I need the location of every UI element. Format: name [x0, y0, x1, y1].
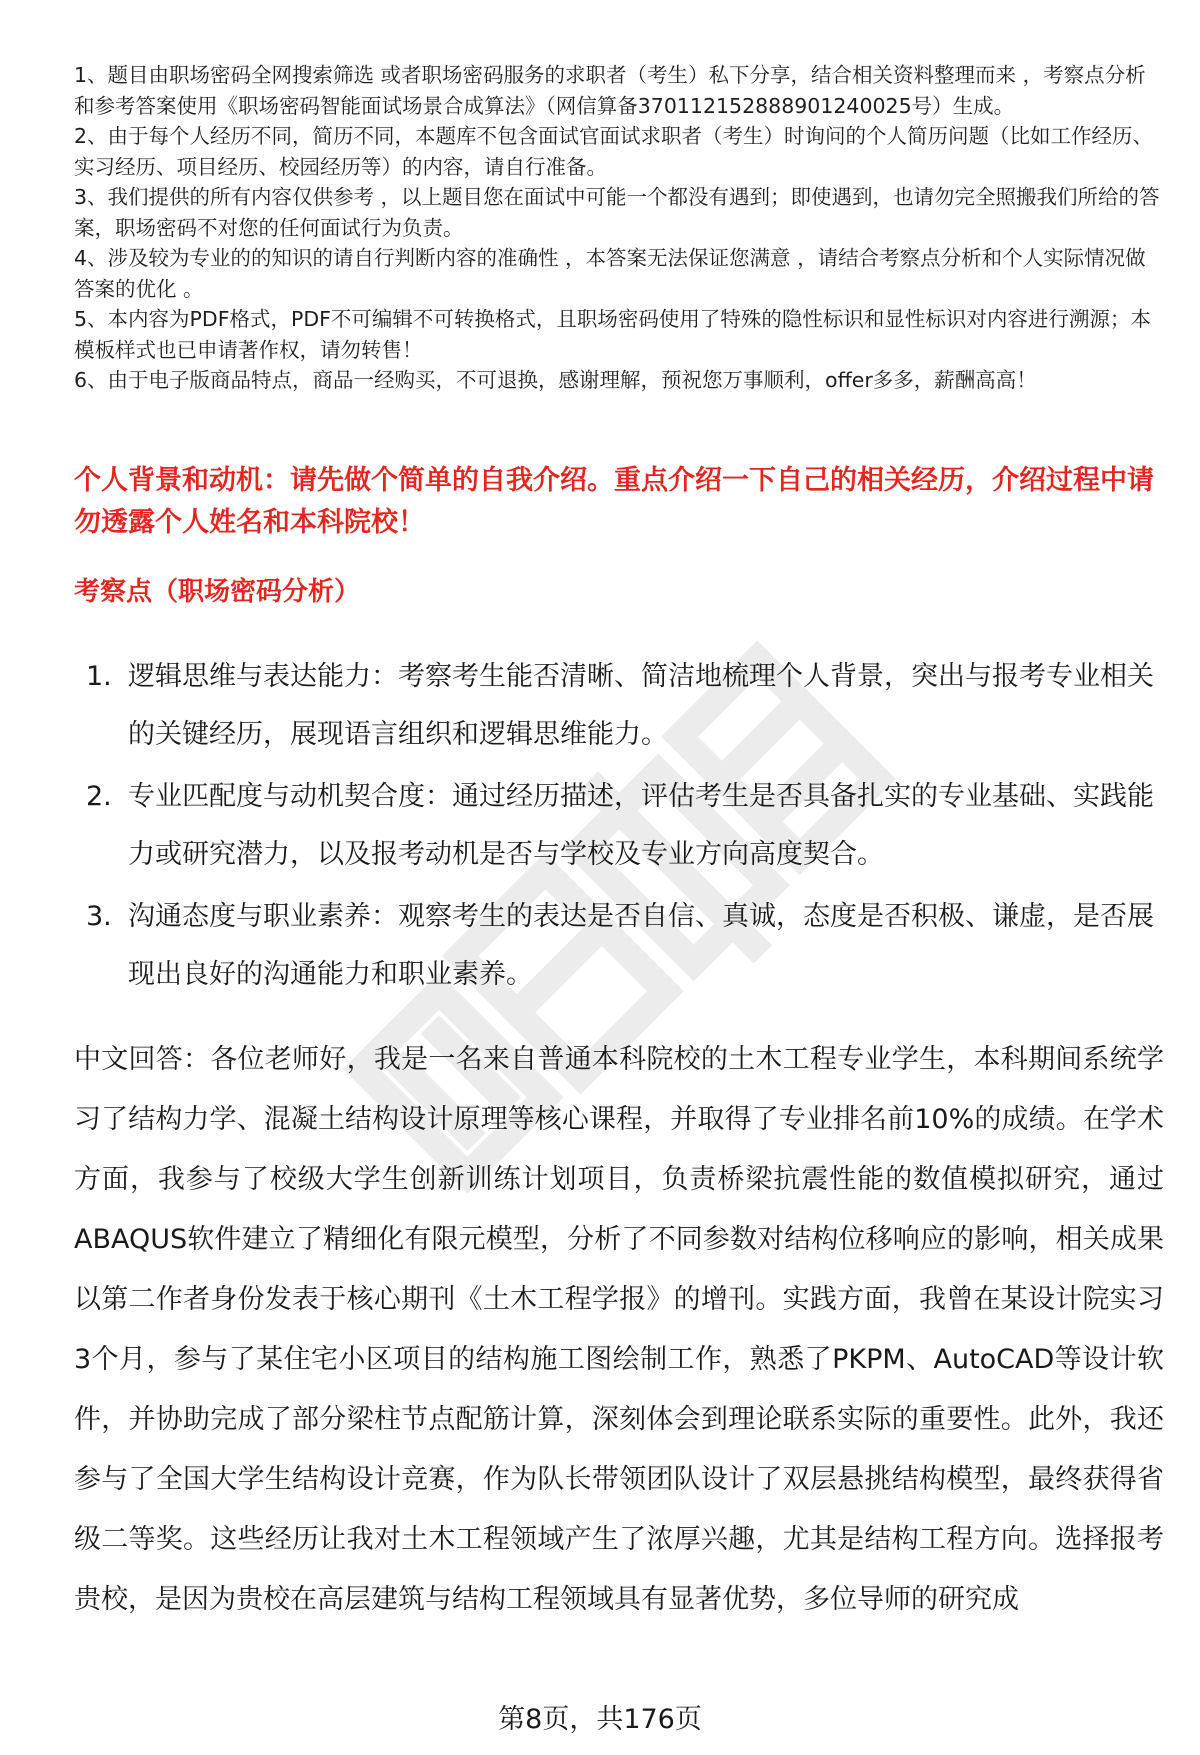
notice-item: 1、题目由职场密码全网搜索筛选 或者职场密码服务的求职者（考生）私下分享，结合相关资料整理而来 ，考察点分析和参考答案使用《职场密码智能面试场景合成算法》（网信算备370112152888901240025号）生成。	[74, 63, 1146, 118]
notice-item: 5、本内容为PDF格式，PDF不可编辑不可转换格式，且职场密码使用了特殊的隐性标识和显性标识对内容进行溯源；本模板样式也已申请著作权，请勿转售！	[74, 307, 1151, 362]
interview-question: 个人背景和动机：请先做个简单的自我介绍。重点介绍一下自己的相关经历，介绍过程中请勿透露个人姓名和本科院校！	[74, 465, 1154, 538]
exam-point-number: 3.	[86, 901, 112, 932]
exam-point-number: 1.	[86, 661, 112, 692]
exam-point-text: 逻辑思维与表达能力：考察考生能否清晰、简洁地梳理个人背景，突出与报考专业相关的关键经历，展现语言组织和逻辑思维能力。	[128, 661, 1154, 750]
exam-point-number: 2.	[86, 781, 112, 812]
exam-point	[74, 888, 1164, 1004]
notice-item: 2、由于每个人经历不同，简历不同，本题库不包含面试官面试求职者（考生）时询问的个人简历问题（比如工作经历、实习经历、项目经历、校园经历等）的内容，请自行准备。	[74, 124, 1154, 179]
notice-item: 3、我们提供的所有内容仅供参考 ，以上题目您在面试中可能一个都没有遇到；即使遇到，也请勿完全照搬我们所给的答案，职场密码不对您的任何面试行为负责。	[74, 185, 1160, 240]
exam-point	[74, 768, 1164, 884]
exam-point	[74, 648, 1164, 764]
page-number: 第8页，共176页	[498, 1704, 702, 1735]
exam-points-heading: 考察点（职场密码分析）	[74, 577, 361, 607]
notice-item: 6、由于电子版商品特点，商品一经购买，不可退换，感谢理解，预祝您万事顺利，offer多多，薪酬高高！	[74, 368, 1037, 392]
reference-answer: 中文回答：各位老师好，我是一名来自普通本科院校的土木工程专业学生，本科期间系统学习了结构力学、混凝土结构设计原理等核心课程，并取得了专业排名前10%的成绩。在学术方面，我参与了校级大学生创新训练计划项目，负责桥梁抗震性能的数值模拟研究，通过ABAQUS软件建立了精细化有限元模型，分析了不同参数对结构位移响应的影响，相关成果以第二作者身份发表于核心期刊《土木工程学报》的增刊。实践方面，我曾在某设计院实习3个月，参与了某住宅小区项目的结构施工图绘制工作，熟悉了PKPM、AutoCAD等设计软件，并协助完成了部分梁柱节点配筋计算，深刻体会到理论联系实际的重要性。此外，我还参与了全国大学生结构设计竞赛，作为队长带领团队设计了双层悬挑结构模型，最终获得省级二等奖。这些经历让我对土木工程领域产生了浓厚兴趣，尤其是结构工程方向。选择报考贵校，是因为贵校在高层建筑与结构工程领域具有显著优势，多位导师的研究成	[74, 1044, 1164, 1615]
exam-point-text: 沟通态度与职业素养：观察考生的表达是否自信、真诚，态度是否积极、谦虚，是否展现出良好的沟通能力和职业素养。	[128, 901, 1154, 990]
exam-points-list	[74, 648, 1164, 1008]
notice-item: 4、涉及较为专业的的知识的请自行判断内容的准确性 ，本答案无法保证您满意 ，请结合考察点分析和个人实际情况做答案的优化 。	[74, 246, 1146, 301]
disclaimer-notices	[74, 60, 1162, 396]
exam-point-text: 专业匹配度与动机契合度：通过经历描述，评估考生是否具备扎实的专业基础、实践能力或研究潜力，以及报考动机是否与学校及专业方向高度契合。	[128, 781, 1154, 870]
